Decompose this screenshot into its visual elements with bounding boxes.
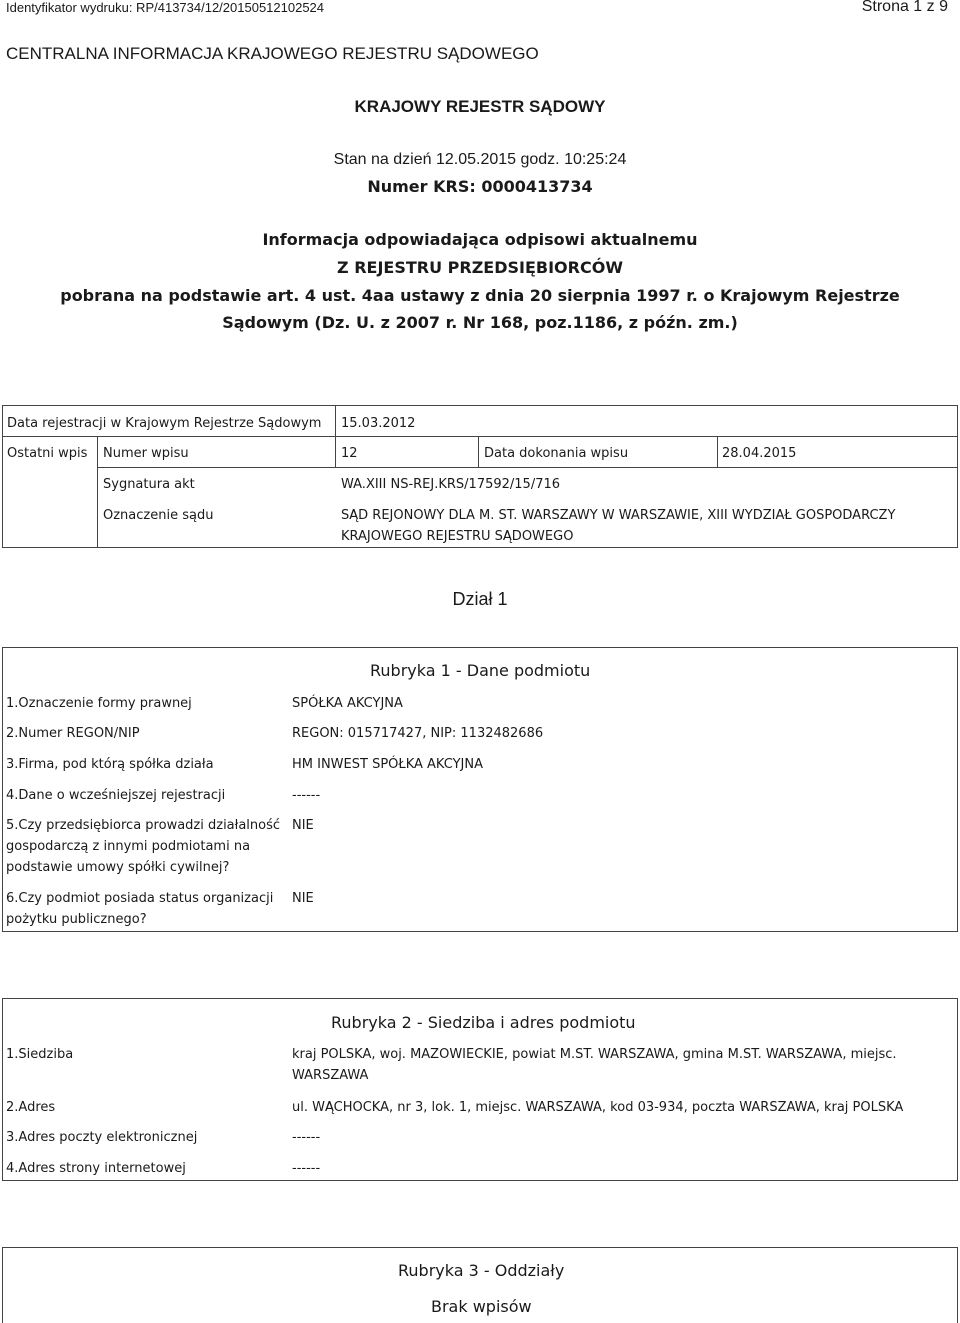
print-identifier: Identyfikator wydruku: RP/413734/12/20150512102524 <box>6 0 325 15</box>
registration-date-label: Data rejestracji w Krajowym Rejestrze Sądowym <box>7 416 322 431</box>
court-value-line-1: SĄD REJONOWY DLA M. ST. WARSZAWY W WARSZAWIE, XIII WYDZIAŁ GOSPODARCZY <box>341 508 896 523</box>
rubric-1-row-2-label: 2.Numer REGON/NIP <box>6 726 140 741</box>
info-line-1: Informacja odpowiadająca odpisowi aktualnemu <box>262 230 698 249</box>
info-line-4: Sądowym (Dz. U. z 2007 r. Nr 168, poz.1186, z późn. zm.) <box>222 313 738 332</box>
rubric-2-row-2-label: 2.Adres <box>6 1100 56 1115</box>
civil-partnership-value: NIE <box>292 818 314 833</box>
address-value: ul. WĄCHOCKA, nr 3, lok. 1, miejsc. WARSZAWA, kod 03-934, poczta WARSZAWA, kraj POLSKA <box>292 1100 904 1115</box>
rubric-1-row-4-label: 4.Dane o wcześniejszej rejestracji <box>6 788 226 803</box>
entry-date-value: 28.04.2015 <box>722 446 797 461</box>
no-entries-text: Brak wpisów <box>431 1297 532 1316</box>
seat-value-line-1: kraj POLSKA, woj. MAZOWIECKIE, powiat M.ST. WARSZAWA, gmina M.ST. WARSZAWA, miejsc. <box>292 1047 897 1062</box>
rubric-2-row-1-label: 1.Siedziba <box>6 1047 74 1062</box>
rubric-1-row-6-label-2: pożytku publicznego? <box>6 912 147 927</box>
registration-date-value: 15.03.2012 <box>341 416 416 431</box>
last-entry-label: Ostatni wpis <box>7 446 88 461</box>
case-number-value: WA.XIII NS-REJ.KRS/17592/15/716 <box>341 477 561 492</box>
previous-registration-value: ------ <box>292 788 321 803</box>
status-date: Stan na dzień 12.05.2015 godz. 10:25:24 <box>333 151 627 168</box>
rubric-2-row-4-label: 4.Adres strony internetowej <box>6 1161 186 1176</box>
rubric-1-row-5-label-3: podstawie umowy spółki cywilnej? <box>6 860 230 875</box>
court-value-line-2: KRAJOWEGO REJESTRU SĄDOWEGO <box>341 529 574 544</box>
rubric-2-row-3-label: 3.Adres poczty elektronicznej <box>6 1130 198 1145</box>
legal-form-value: SPÓŁKA AKCYJNA <box>292 696 403 711</box>
rubric-1-row-1-label: 1.Oznaczenie formy prawnej <box>6 696 192 711</box>
court-label: Oznaczenie sądu <box>103 508 214 523</box>
rubric-2-title: Rubryka 2 - Siedziba i adres podmiotu <box>331 1013 636 1032</box>
company-name-value: HM INWEST SPÓŁKA AKCYJNA <box>292 757 483 772</box>
public-benefit-value: NIE <box>292 891 314 906</box>
rubric-3-title: Rubryka 3 - Oddziały <box>398 1261 565 1280</box>
entry-date-label: Data dokonania wpisu <box>484 446 629 461</box>
website-value: ------ <box>292 1161 321 1176</box>
entry-number-label: Numer wpisu <box>103 446 189 461</box>
regon-nip-value: REGON: 015717427, NIP: 1132482686 <box>292 726 544 741</box>
page-number: Strona 1 z 9 <box>861 0 948 15</box>
email-value: ------ <box>292 1130 321 1145</box>
info-line-2: Z REJESTRU PRZEDSIĘBIORCÓW <box>337 258 623 277</box>
rubric-1-row-6-label-1: 6.Czy podmiot posiada status organizacji <box>6 891 274 906</box>
rubric-1-title: Rubryka 1 - Dane podmiotu <box>370 661 591 680</box>
registry-title: KRAJOWY REJESTR SĄDOWY <box>354 97 606 116</box>
seat-value-line-2: WARSZAWA <box>292 1068 369 1083</box>
rubric-1-row-3-label: 3.Firma, pod którą spółka działa <box>6 757 214 772</box>
rubric-1-row-5-label-1: 5.Czy przedsiębiorca prowadzi działalność <box>6 818 281 833</box>
info-line-3: pobrana na podstawie art. 4 ust. 4aa ustawy z dnia 20 sierpnia 1997 r. o Krajowym Rejestrze <box>60 286 900 305</box>
entry-number-value: 12 <box>341 446 358 461</box>
case-number-label: Sygnatura akt <box>103 477 195 492</box>
krs-number: Numer KRS: 0000413734 <box>367 177 593 196</box>
rubric-1-row-5-label-2: gospodarczą z innymi podmiotami na <box>6 839 251 854</box>
section-title: Dział 1 <box>452 589 508 609</box>
organization-name: CENTRALNA INFORMACJA KRAJOWEGO REJESTRU SĄDOWEGO <box>6 44 539 63</box>
